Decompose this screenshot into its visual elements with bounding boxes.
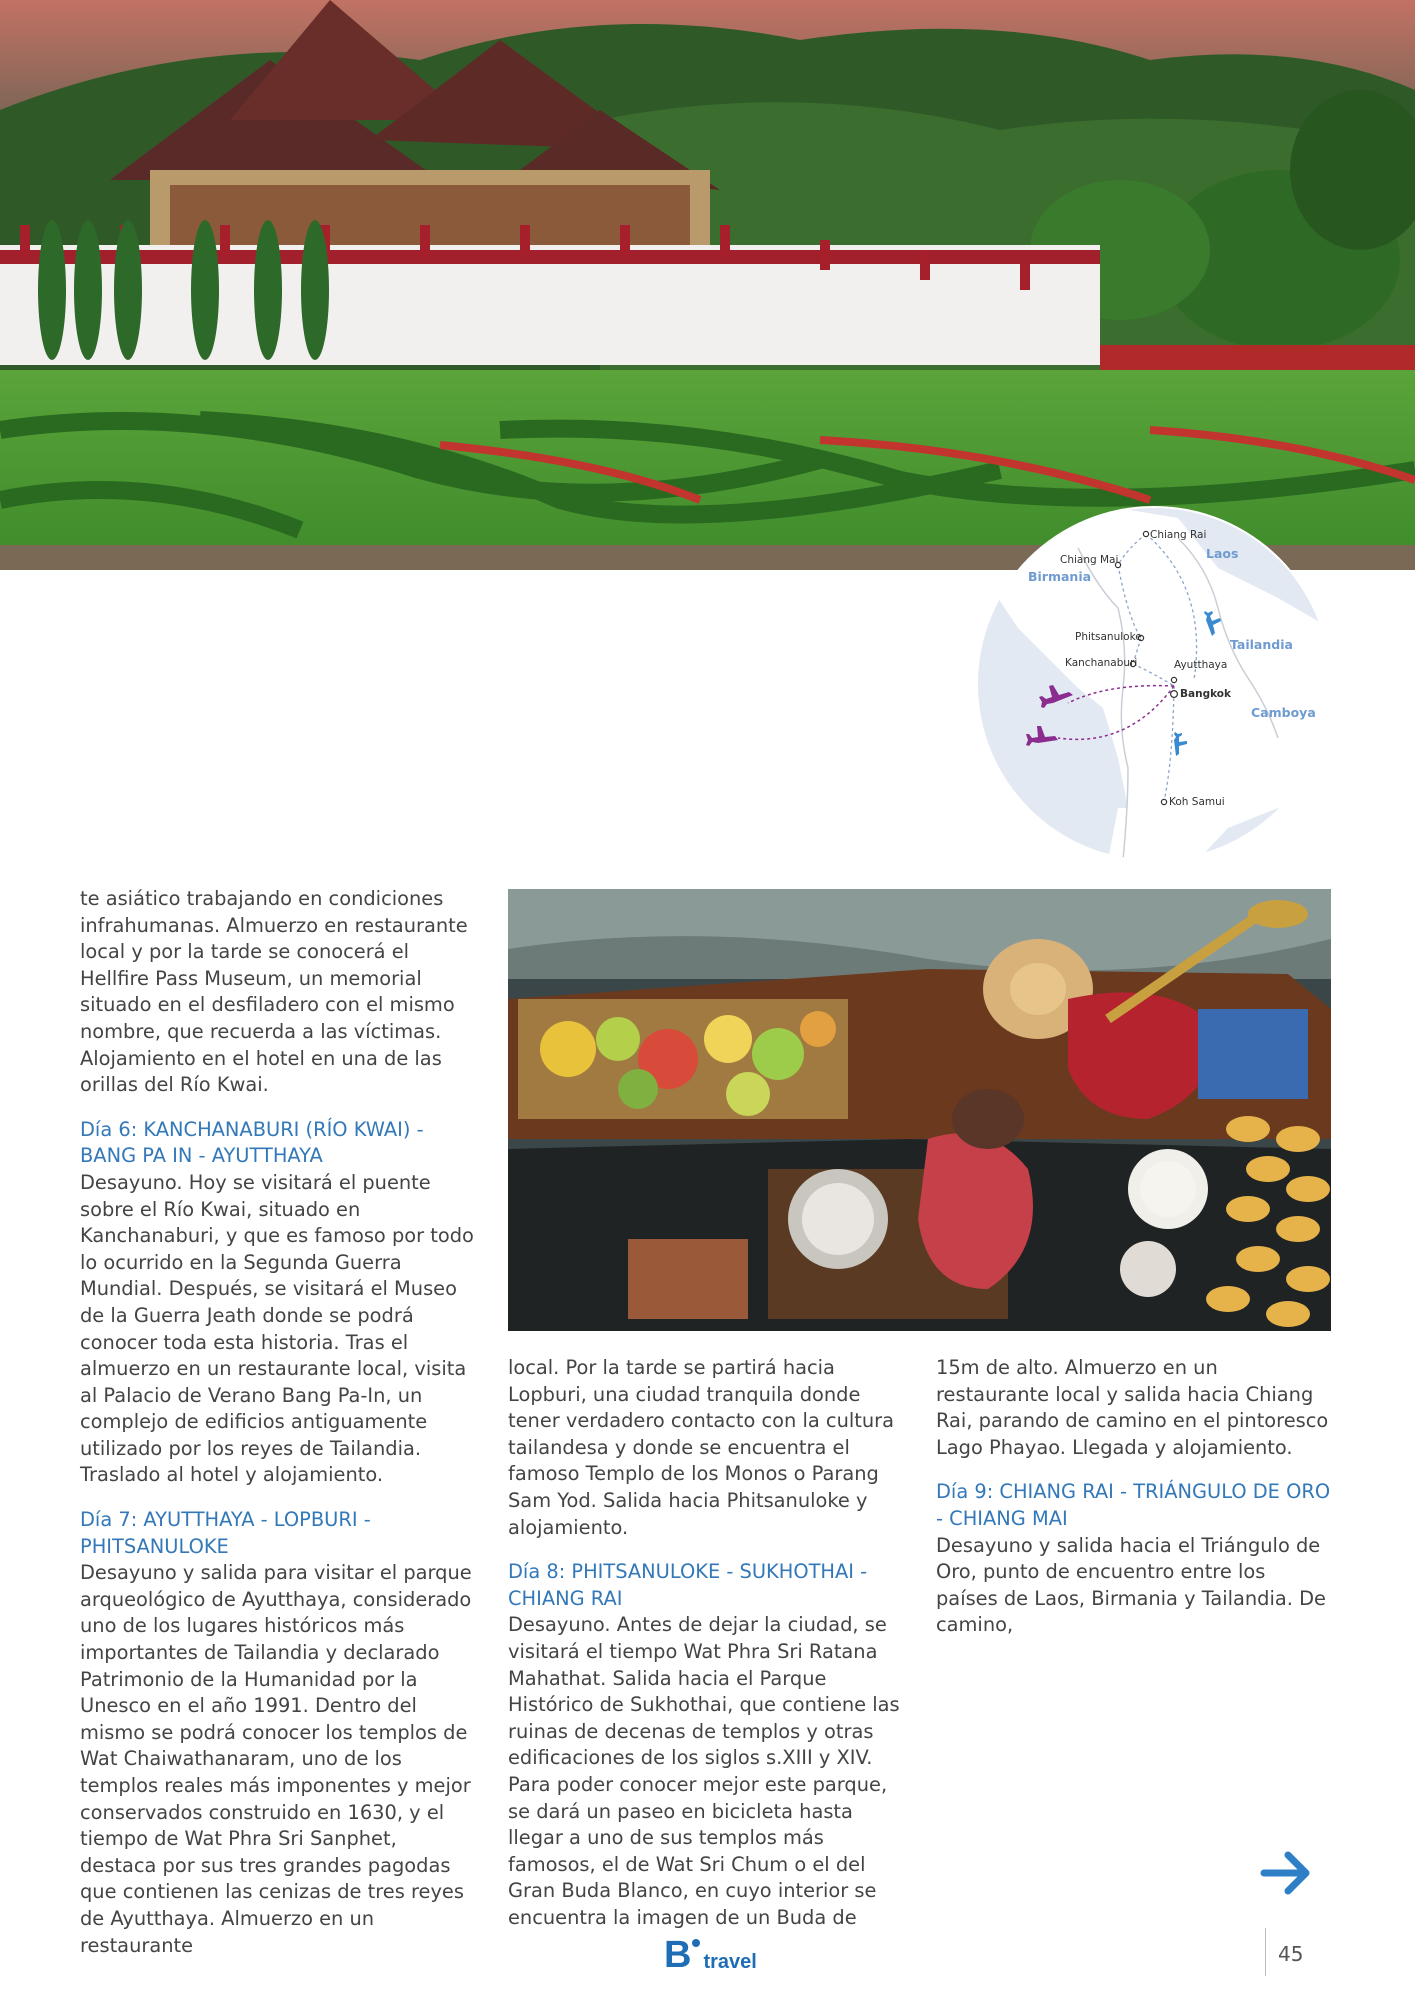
col3-intro: 15m de alto. Almuerzo en un restaurante local y salida hacia Chiang Rai, parando de camino en el pintoresco Lago Phayao. Llegada y alojamiento. (936, 1356, 1329, 1459)
country-birmania: Birmania (1028, 569, 1092, 584)
day9-heading: Día 9: CHIANG RAI - TRIÁNGULO DE ORO - CHIANG MAI (936, 1480, 1331, 1530)
city-bangkok: Bangkok (1180, 688, 1231, 700)
logo-text: travel (703, 1951, 757, 1973)
city-chiang-rai: Chiang Rai (1150, 529, 1207, 541)
day7-text: Desayuno y salida para visitar el parque arqueológico de Ayutthaya, considerado uno de los lugares históricos más importantes de Tailandia y declarado Patrimonio de la Humanidad por la Unesco en el año 1991. Dentro del mismo se podrá conocer los templos de Wat Chaiwathanaram, uno de los templos reales más imponentes y mejor conservados construido en 1630, y el tiempo de Wat Phra Sri Sanphet, destaca por sus tres grandes pagodas que contienen las cenizas de tres reyes de Ayutthaya. Almuerzo en un restaurante (80, 1561, 472, 1957)
city-chiang-mai: Chiang Mai (1060, 554, 1119, 566)
country-laos: Laos (1206, 546, 1239, 561)
country-camboya: Camboya (1251, 705, 1316, 720)
route-map (978, 508, 1330, 860)
day6-text: Desayuno. Hoy se visitará el puente sobre el Río Kwai, situado en Kanchanaburi, y que es famoso por todo lo ocurrido en la Segunda Guerra Mundial. Después, se visitará el Museo de la Guerra Jeath donde se podrá conocer toda esta historia. Tras el almuerzo en un restaurante local, visita al Palacio de Verano Bang Pa-In, un complejo de edificios antiguamente utilizado por los reyes de Tailandia. Traslado al hotel y alojamiento. (80, 1170, 474, 1487)
city-phitsanuloke: Phitsanuloke (1075, 631, 1142, 643)
logo-b: B (664, 1934, 692, 1976)
city-kanchanaburi: Kanchanaburi (1065, 657, 1138, 669)
text-column-3 (936, 1355, 1331, 1639)
logo-dot (692, 1939, 700, 1947)
page-number: 45 (1278, 1942, 1304, 1966)
text-column-2 (508, 1355, 908, 1931)
plane-icon (1026, 685, 1073, 746)
text-column-1 (80, 886, 475, 1959)
city-koh-samui: Koh Samui (1169, 796, 1225, 808)
day8-heading: Día 8: PHITSANULOKE - SUKHOTHAI - CHIANG RAI (508, 1560, 868, 1610)
col1-intro: te asiático trabajando en condiciones infrahumanas. Almuerzo en restaurante local y por la tarde se conocerá el Hellfire Pass Museum, un memorial situado en el desfiladero con el mismo nombre, que recuerda a las víctimas. Alojamiento en el hotel en una de las orillas del Río Kwai. (80, 887, 468, 1097)
day6-heading: Día 6: KANCHANABURI (RÍO KWAI) - BANG PA IN - AYUTTHAYA (80, 1117, 424, 1168)
page-number-divider (1265, 1928, 1266, 1976)
btravel-logo (664, 1934, 757, 1976)
col2-intro: local. Por la tarde se partirá hacia Lopburi, una ciudad tranquila donde tener verdadero contacto con la cultura tailandesa y donde se encuentra el famoso Templo de los Monos o Parang Sam Yod. Salida hacia Phitsanuloke y alojamiento. (508, 1356, 895, 1539)
city-ayutthaya: Ayutthaya (1174, 659, 1228, 671)
floating-market-photo (508, 889, 1331, 1331)
day9-text: Desayuno y salida hacia el Triángulo de Oro, punto de encuentro entre los países de Laos, Birmania y Tailandia. De camino, (936, 1533, 1326, 1637)
day7-heading: Día 7: AYUTTHAYA - LOPBURI - PHITSANULOKE (80, 1508, 371, 1558)
country-tailandia: Tailandia (1230, 637, 1293, 652)
day8-text: Desayuno. Antes de dejar la ciudad, se visitará el tiempo Wat Phra Sri Ratana Mahathat. Salida hacia el Parque Histórico de Sukhothai, que contiene las ruinas de decenas de templos y otras edificaciones de los siglos s.XIII y XIV. Para poder conocer mejor este parque, se dará un paseo en bicicleta hasta llegar a uno de sus templos más famosos, el de Wat Sri Chum o el del Gran Buda Blanco, en cuyo interior se encuentra la imagen de un Buda de (508, 1613, 900, 1929)
hero-temple-photo (0, 0, 1415, 570)
next-arrow-icon[interactable] (1258, 1843, 1318, 1903)
